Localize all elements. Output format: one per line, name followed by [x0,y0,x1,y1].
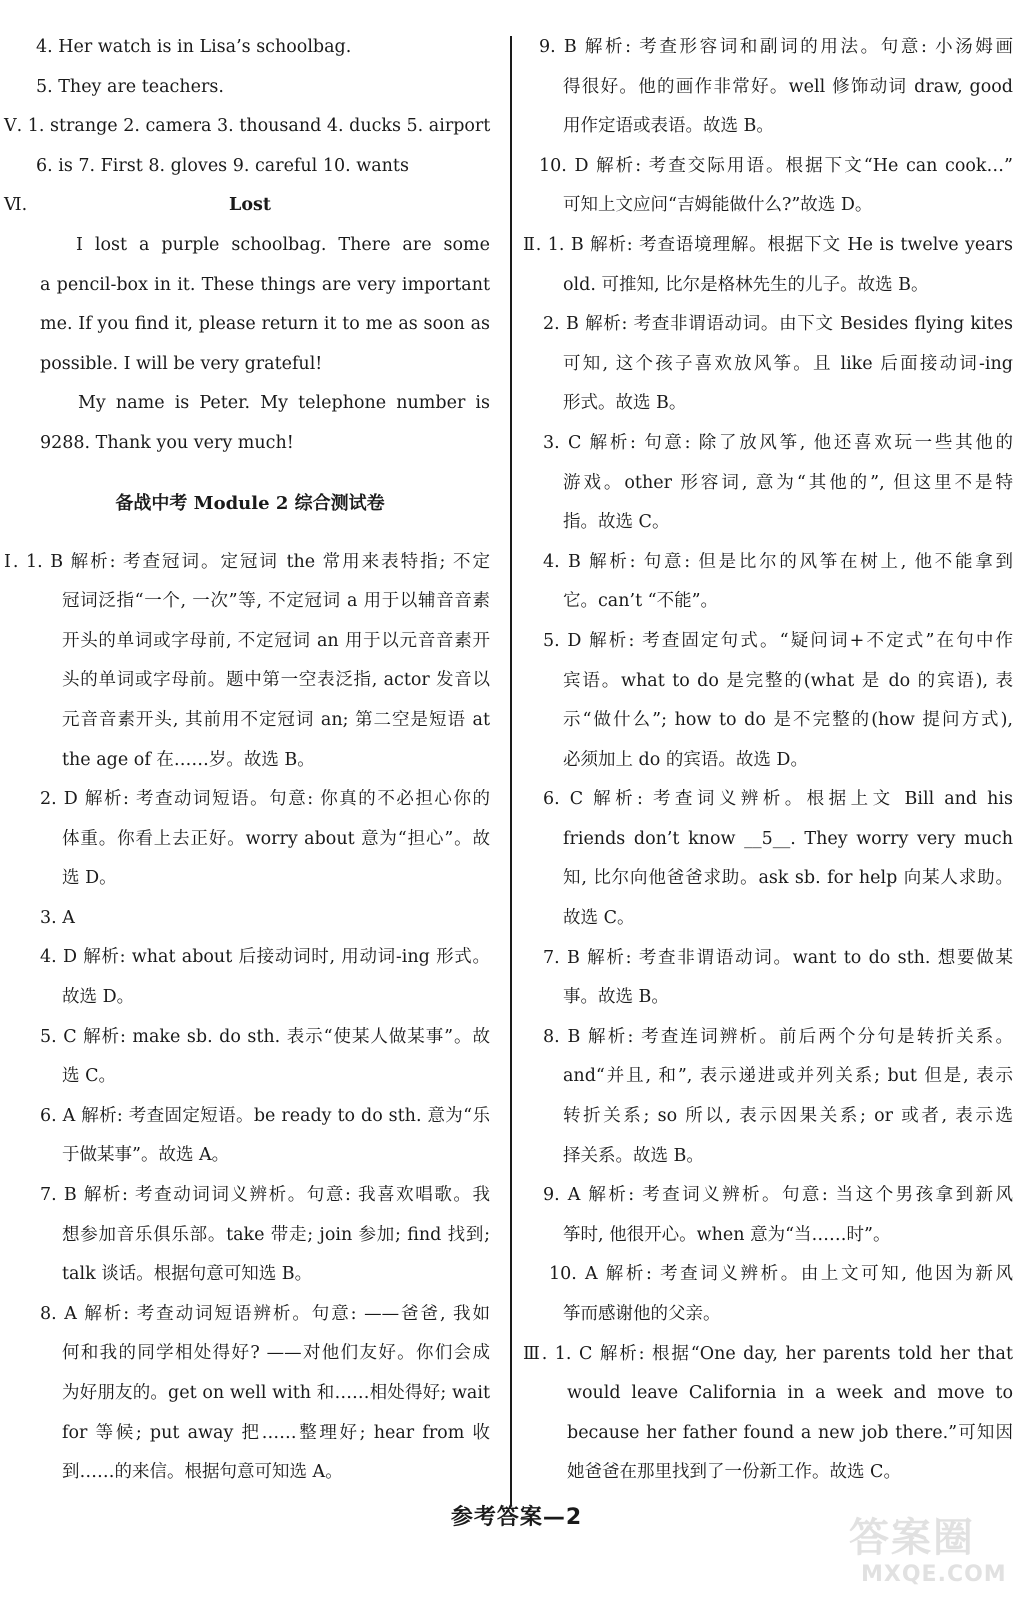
answer-line: 必须加上 do 的宾语。故选 D。 [563,749,808,770]
answer-line: 7. B 解析: 考查非谓语动词。want to do sth. 想要做某 [543,947,1013,968]
answer-line: 4. B 解析: 句意: 但是比尔的风筝在树上, 他不能拿到 [543,551,1013,572]
answer-line: 筝时, 他很开心。when 意为“当……时”。 [563,1224,891,1245]
answer-line: 4. Her watch is in Lisa’s schoolbag. [36,37,352,57]
answer-line: 3. C 解析: 句意: 除了放风筝, 他还喜欢玩一些其他的 [543,432,1013,453]
answer-line: 可知上文应问“吉姆能做什么?”故选 D。 [563,195,873,216]
answer-line: 示“做什么”; how to do 是不完整的(how 提问方式), [563,710,1013,731]
page-footer: 参考答案—2 [450,1505,583,1530]
answer-line: 3. A [40,907,75,928]
answer-line: 于做某事”。故选 A。 [62,1145,230,1166]
watermark-logo [843,1506,1013,1594]
answer-line: 事。故选 B。 [563,987,669,1008]
answer-line: old. 可推知, 比尔是格林先生的儿子。故选 B。 [563,274,929,295]
answer-line: 可知, 这个孩子喜欢放风筝。且 like 后面接动词-ing [563,353,1013,374]
answer-line: 9288. Thank you very much! [40,432,294,453]
watermark-text-top: 答案圈 [849,1515,975,1561]
answer-line: 元音音素开头, 其前用不定冠词 an; 第二空是短语 at [62,709,490,730]
answer-line: friends don’t know __5__. They worry very much [563,828,1013,849]
answer-line: 5. C 解析: make sb. do sth. 表示“使某人做某事”。故 [40,1026,490,1047]
answer-line: and“并且, 和”, 表示递进或并列关系; but 但是, 表示 [563,1066,1013,1087]
answer-line: 开头的单词或字母前, 不定冠词 an 用于以元音音素开 [62,630,490,651]
answer-line: 6. A 解析: 考查固定短语。be ready to do sth. 意为“乐 [40,1105,490,1126]
answer-line: Ⅲ. 1. C 解析: 根据“One day, her parents told her that [523,1343,1013,1364]
answer-line: 为好朋友的。get on well with 和……相处得好; wait [62,1383,490,1403]
answer-line: 择关系。故选 B。 [563,1145,704,1166]
answer-line: 体重。你看上去正好。worry about 意为“担心”。故 [62,828,490,849]
answer-line: 8. A 解析: 考查动词短语辨析。句意: ——爸爸, 我如 [40,1303,490,1324]
answer-line: 知, 比尔向他爸爸求助。ask sb. for help 向某人求助。 [563,868,1013,889]
answer-line: 选 C。 [62,1066,116,1087]
answer-line: 6. is 7. First 8. gloves 9. careful 10. wants [36,155,409,176]
answer-line: 头的单词或字母前。题中第一空表泛指, actor 发音以 [62,670,490,691]
answer-line: 何和我的同学相处得好? ——对他们友好。你们会成 [62,1343,490,1364]
answer-line: 筝而感谢他的父亲。 [563,1304,721,1324]
answer-line: 7. B 解析: 考查动词词义辨析。句意: 我喜欢唱歌。我 [40,1185,490,1206]
answer-line: a pencil-box in it. These things are very important [40,274,490,295]
answer-line: 她爸爸在那里找到了一份新工作。故选 C。 [567,1462,901,1483]
answer-line: for 等候; put away 把……整理好; hear from 收 [62,1422,490,1443]
answer-line: 5. D 解析: 考查固定句式。“疑问词+不定式”在句中作 [543,630,1013,651]
answer-line: 2. B 解析: 考查非谓语动词。由下文 Besides flying kites [543,314,1013,335]
answer-line: 想参加音乐俱乐部。take 带走; join 参加; find 找到; [62,1224,490,1245]
answer-line: 8. B 解析: 考查连词辨析。前后两个分句是转折关系。 [543,1026,1013,1047]
answer-line: 10. D 解析: 考查交际用语。根据下文“He can cook…” [539,155,1013,176]
column-divider [510,36,512,1506]
answer-line: 故选 C。 [563,908,635,929]
answer-line: 宾语。what to do 是完整的(what 是 do 的宾语), 表 [563,670,1013,691]
answer-line: 6. C 解析: 考查词义辨析。根据上文 Bill and his [543,789,1013,810]
answer-line: 游戏。other 形容词, 意为“其他的”, 但这里不是特 [563,472,1013,493]
answer-line: 9. B 解析: 考查形容词和副词的用法。句意: 小汤姆画 [539,37,1013,57]
watermark-text-bottom: MXQE.COM [861,1562,1007,1587]
answer-line: would leave California in a week and move to [567,1383,1013,1404]
answer-line: Ⅱ. 1. B 解析: 考查语境理解。根据下文 He is twelve years [523,234,1013,255]
answer-line: 得很好。他的画作非常好。well 修饰动词 draw, good [563,76,1013,97]
answer-line: I lost a purple schoolbag. There are some [76,234,490,255]
answer-line: 它。can’t “不能”。 [563,591,719,612]
answer-line: 用作定语或表语。故选 B。 [563,116,774,137]
left-column [0,28,500,1493]
answer-line: Ⅰ. 1. B 解析: 考查冠词。定冠词 the 常用来表特指; 不定 [4,551,490,572]
composition-title: Lost [229,195,271,216]
answer-line: 到……的来信。根据句意可知选 A。 [62,1462,343,1483]
answer-line: 5. They are teachers. [36,76,224,97]
answer-line: My name is Peter. My telephone number is [78,393,490,414]
answer-line: 故选 D。 [62,987,135,1008]
answer-line: 指。故选 C。 [563,512,670,533]
answer-line: 2. D 解析: 考查动词短语。句意: 你真的不必担心你的 [40,789,490,810]
answer-line: 4. D 解析: what about 后接动词时, 用动词-ing 形式。 [40,947,490,968]
answer-line: me. If you find it, please return it to me as soon as [40,314,490,335]
answer-line: because her father found a new job there.”可知因 [567,1422,1013,1443]
answer-line: 9. A 解析: 考查词义辨析。句意: 当这个男孩拿到新风 [543,1185,1013,1206]
answer-line: 转折关系; so 所以, 表示因果关系; or 或者, 表示选 [563,1106,1013,1127]
answer-line: 形式。故选 B。 [563,393,687,414]
answer-line: 10. A 解析: 考查词义辨析。由上文可知, 他因为新风 [549,1264,1013,1285]
answer-line: 选 D。 [62,868,117,889]
answer-line: possible. I will be very grateful! [40,353,323,374]
answer-line: the age of 在……岁。故选 B。 [62,749,315,770]
answer-line: Ⅴ. 1. strange 2. camera 3. thousand 4. ducks 5. airport [4,116,491,137]
answer-line: 冠词泛指“一个, 一次”等, 不定冠词 a 用于以辅音音素 [62,591,490,612]
right-column [523,28,1023,1493]
answer-line: Ⅵ. Lost [0,186,500,226]
section-title: 备战中考 Module 2 综合测试卷 [115,492,385,514]
answer-line: talk 谈话。根据句意可知选 B。 [62,1264,313,1285]
